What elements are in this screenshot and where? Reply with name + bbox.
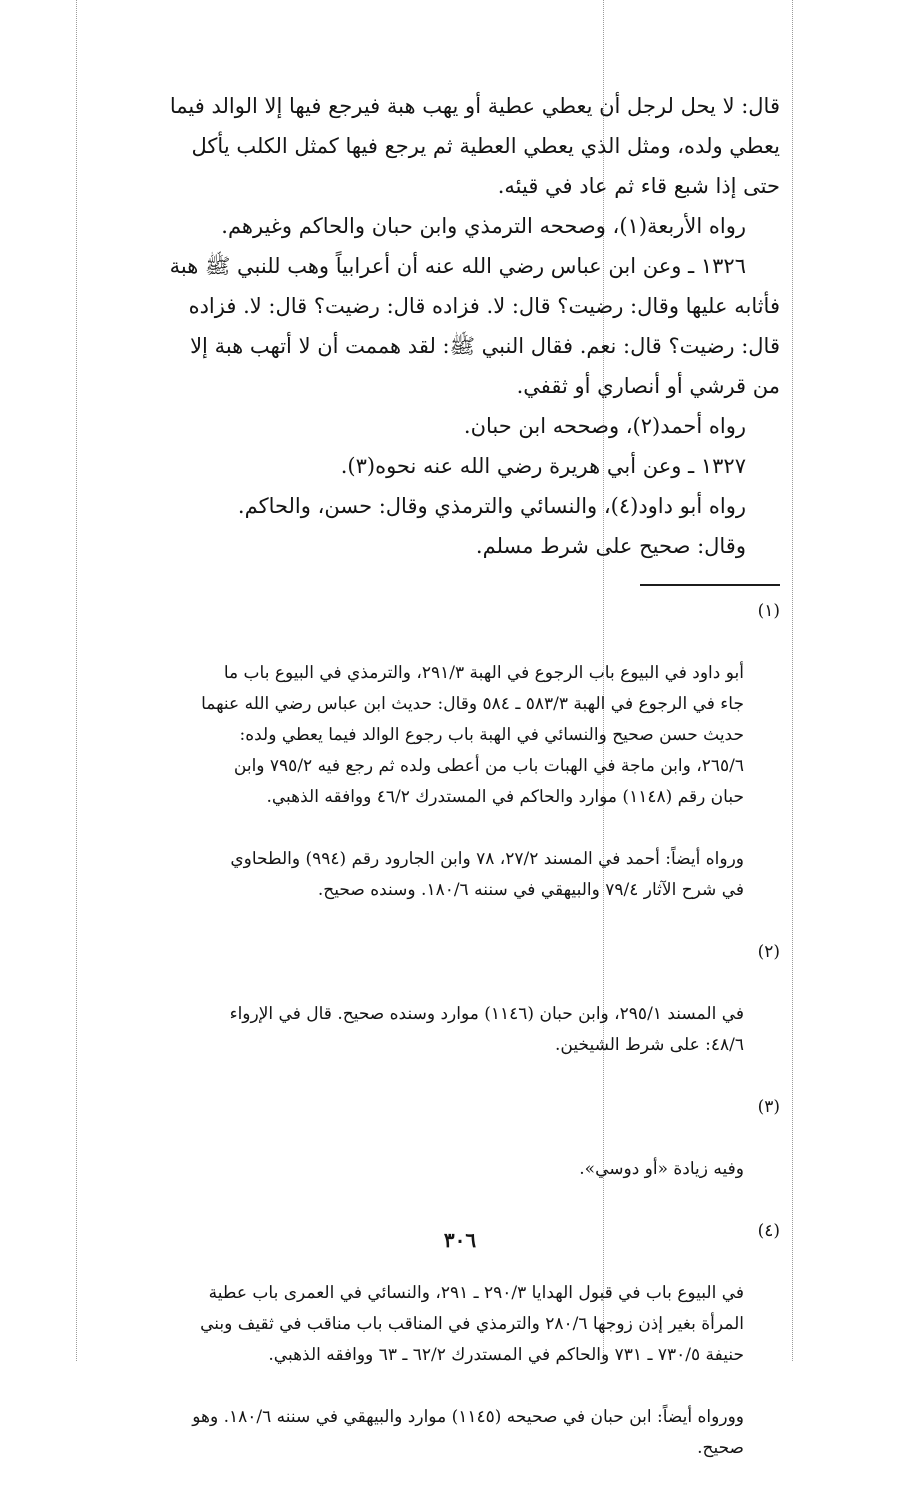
- footnote-text: وورواه أيضاً: ابن حبان في صحيحه (١١٤٥) موارد والبيهقي في سننه ١٨٠/٦. وهو صحيح.: [192, 1407, 744, 1458]
- footnote-number: (٢): [757, 942, 780, 962]
- footnote-4: [98, 1216, 780, 1495]
- paragraph-hadith-1327: ١٣٢٧ ـ وعن أبي هريرة رضي الله عنه نحوه(٣).: [340, 454, 746, 478]
- guide-line-right: [792, 0, 793, 1361]
- footnote-text: ورواه أيضاً: أحمد في المسند ٢٧/٢، ٧٨ وابن الجارود رقم (٩٩٤) والطحاوي في شرح الآثار ٧٩/٤ والبيهقي في سننه ١٨٠/٦. وسنده صحيح.: [230, 849, 744, 900]
- footnote-text: أبو داود في البيوع باب الرجوع في الهبة ٢٩١/٣، والترمذي في البيوع باب ما جاء في الرجوع في الهبة ٥٨٣/٣ ـ ٥٨٤ وقال: حديث ابن عباس رضي الله عنهما حديث حسن صحيح والنسائي في الهبة باب رجوع الوالد فيما يعطي ولده: ٢٦٥/٦، وابن ماجة في الهبات باب من أعطى ولده ثم رجع فيه ٧٩٥/٢ وابن حبان رقم (١١٤٨) موارد والحاكم في المستدرك ٤٦/٢ ووافقه الذهبي.: [201, 663, 744, 807]
- paragraph-narration-2: رواه أحمد(٢)، وصححه ابن حبان.: [463, 414, 746, 438]
- footnote-text: في البيوع باب في قبول الهدايا ٢٩٠/٣ ـ ٢٩١، والنسائي في العمرى باب عطية المرأة بغير إذن زوجها ٢٨٠/٦ والترمذي في المناقب باب مناقب في ثقيف وبني حنيفة ٧٣٠/٥ ـ ٧٣١ والحاكم في المستدرك ٦٢/٢ ـ ٦٣ ووافقه الذهبي.: [200, 1283, 744, 1365]
- page-body: [98, 86, 780, 1495]
- footnote-text: في المسند ٢٩٥/١، وابن حبان (١١٤٦) موارد وسنده صحيح. قال في الإرواء ٤٨/٦: على شرط الشيخين.: [229, 1004, 744, 1055]
- guide-line-left: [76, 0, 77, 1361]
- footnote-2: [98, 937, 780, 1092]
- footnote-separator: [640, 584, 780, 586]
- paragraph-narration-3-cont: وقال: صحيح على شرط مسلم.: [475, 534, 746, 558]
- footnote-number: (٤): [757, 1221, 780, 1241]
- paragraph-narration-1: رواه الأربعة(١)، وصححه الترمذي وابن حبان والحاكم وغيرهم.: [221, 214, 746, 238]
- main-text: [98, 86, 780, 566]
- footnotes: [98, 596, 780, 1495]
- footnote-number: (١): [757, 601, 780, 621]
- paragraph-narration-3: رواه أبو داود(٤)، والنسائي والترمذي وقال: حسن، والحاكم.: [237, 494, 746, 518]
- page-number: ٣٠٦: [443, 1228, 477, 1252]
- footnote-3: [98, 1092, 780, 1216]
- footnote-text: وفيه زيادة «أو دوسي».: [579, 1159, 744, 1179]
- paragraph-hadith-1326: ١٣٢٦ ـ وعن ابن عباس رضي الله عنه أن أعرابياً وهب للنبي ﷺ هبة فأثابه عليها وقال: رضيت؟ قال: لا. فزاده قال: رضيت؟ قال: لا. فزاده قال: رضيت؟ قال: نعم. فقال النبي ﷺ: لقد هممت أن لا أتهب هبة إلا من قرشي أو أنصاري أو ثقفي.: [169, 254, 780, 398]
- paragraph-hadith-continuation: قال: لا يحل لرجل أن يعطي عطية أو يهب هبة فيرجع فيها إلا الوالد فيما يعطي ولده، ومثل الذي يعطي العطية ثم يرجع فيها كمثل الكلب يأكل حتى إذا شبع قاء ثم عاد في قيئه.: [169, 94, 780, 198]
- footnote-number: (٣): [757, 1097, 780, 1117]
- footnote-1: [98, 596, 780, 937]
